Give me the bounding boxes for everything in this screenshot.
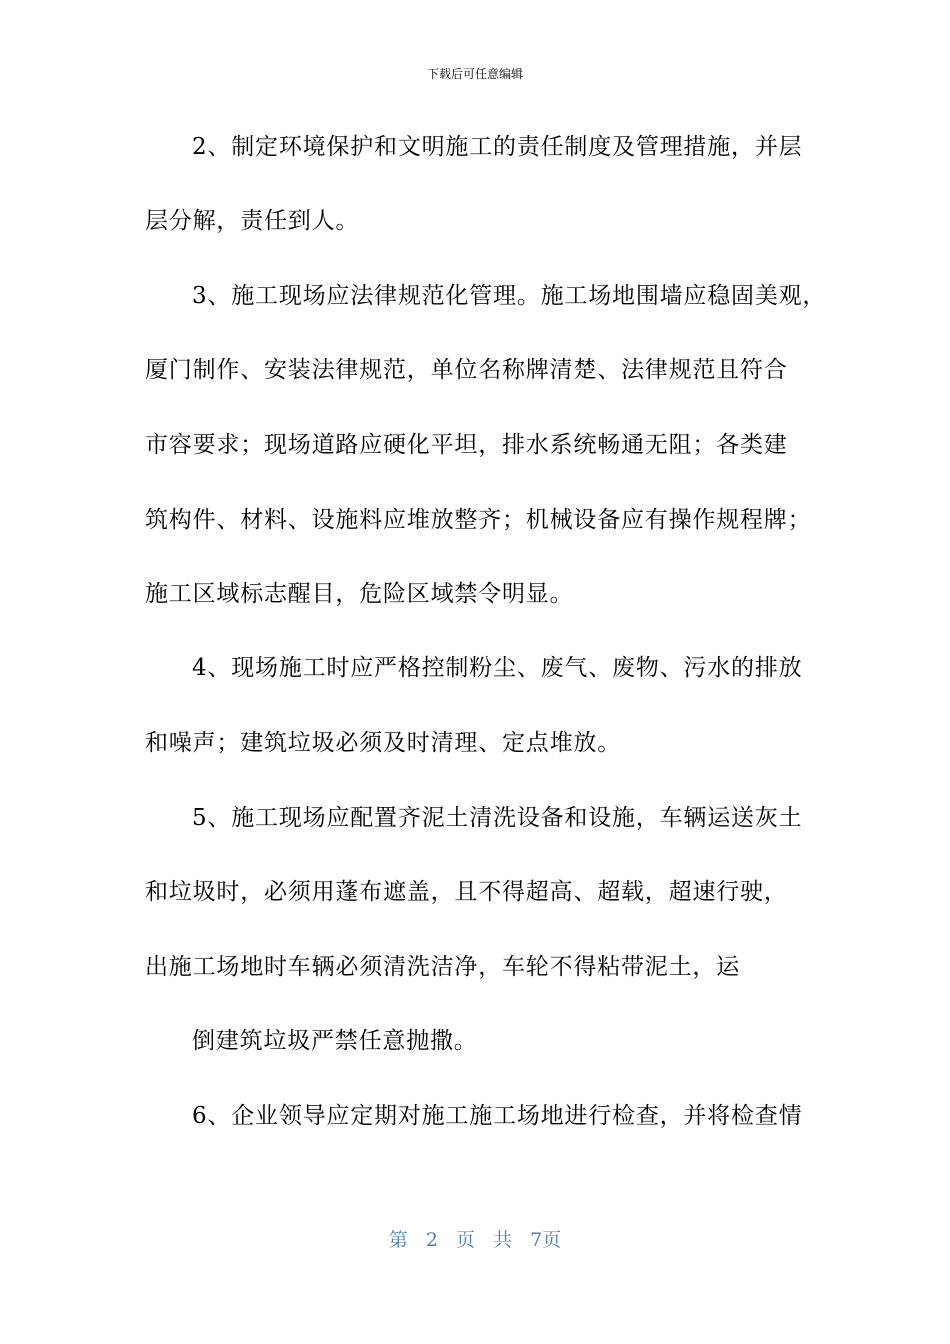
footer-total-pages: 7页 xyxy=(530,1229,562,1251)
text-line: 倒建筑垃圾严禁任意抛撒。 xyxy=(192,1028,478,1054)
text-line: 3、施工现场应法律规范化管理。施工场地围墙应稳固美观， xyxy=(192,283,827,309)
text-line: 厦门制作、安装法律规范，单位名称牌清楚、法律规范且符合 xyxy=(145,357,788,383)
text-line: 5、施工现场应配置齐泥土清洗设备和设施，车辆运送灰土 xyxy=(192,805,803,831)
text-line: 出施工场地时车辆必须清洗洁净，车轮不得粘带泥土，运 xyxy=(145,954,740,980)
text-line: 市容要求；现场道路应硬化平坦，排水系统畅通无阻；各类建 xyxy=(145,432,788,458)
text-line: 和垃圾时，必须用蓬布遮盖，且不得超高、超载，超速行驶， xyxy=(145,879,788,905)
text-line: 2、制定环境保护和文明施工的责任制度及管理措施，并层 xyxy=(192,134,803,160)
text-line: 层分解，责任到人。 xyxy=(145,208,360,234)
footer-page-label: 第 xyxy=(388,1229,408,1251)
text-line: 6、企业领导应定期对施工施工场地进行检查，并将检查情 xyxy=(192,1103,803,1129)
page-header: 下载后可任意编辑 xyxy=(426,67,523,81)
page-footer xyxy=(0,1228,950,1252)
footer-total-label: 共 xyxy=(493,1229,513,1251)
text-line: 施工区域标志醒目，危险区域禁令明显。 xyxy=(145,581,574,607)
text-line: 和噪声；建筑垃圾必须及时清理、定点堆放。 xyxy=(145,730,621,756)
footer-current-page: 2 xyxy=(425,1229,438,1251)
text-line: 筑构件、材料、设施料应堆放整齐；机械设备应有操作规程牌； xyxy=(145,507,812,533)
text-line: 4、现场施工时应严格控制粉尘、废气、废物、污水的排放 xyxy=(192,655,803,681)
footer-page-unit: 页 xyxy=(455,1229,475,1251)
